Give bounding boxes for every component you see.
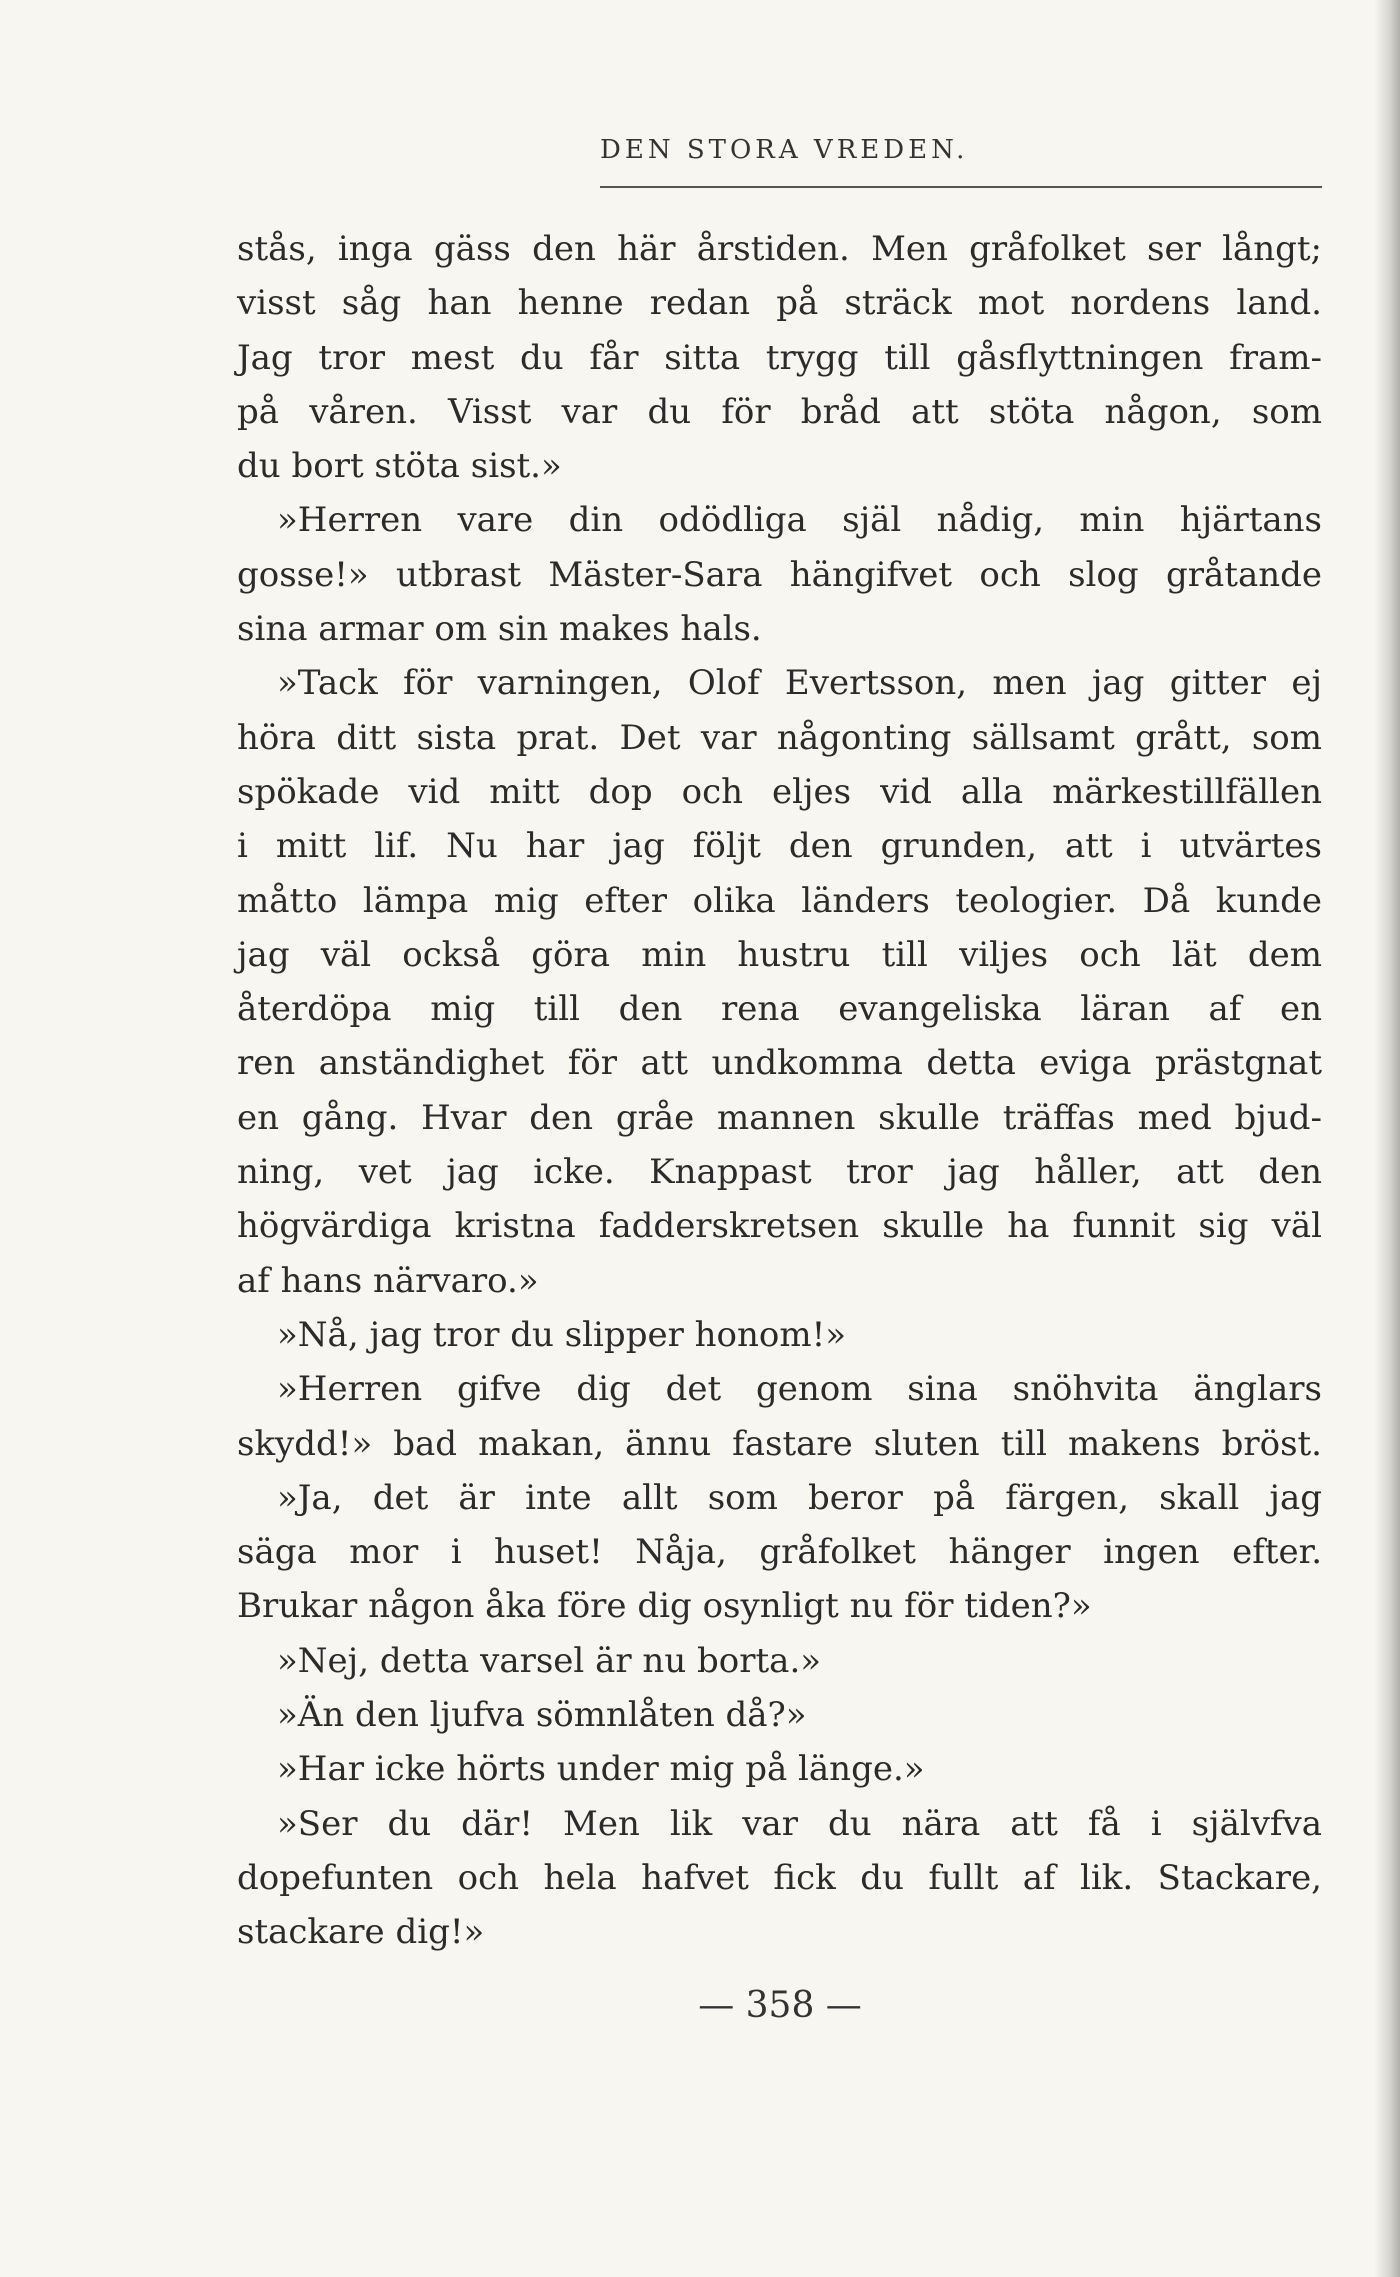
text-line: dopefunten och hela hafvet fick du fullt af lik. Stackare, — [237, 1857, 1322, 1898]
text-line: högvärdiga kristna fadderskretsen skulle ha funnit sig väl — [237, 1206, 1322, 1247]
text-line: »Nej, detta varsel är nu borta.» — [277, 1640, 822, 1681]
text-line: »Ser du där! Men lik var du nära att få i självfva — [277, 1803, 1322, 1844]
text-line: »Tack för varningen, Olof Evertsson, men jag gitter ej — [277, 663, 1322, 704]
text-line: du bort stöta sist.» — [237, 446, 562, 487]
text-line: »Ja, det är inte allt som beror på färgen, skall jag — [277, 1477, 1322, 1518]
text-line: en gång. Hvar den gråe mannen skulle träffas med bjud- — [237, 1097, 1322, 1138]
text-line: af hans närvaro.» — [237, 1260, 539, 1301]
text-line: i mitt lif. Nu har jag följt den grunden, att i utvärtes — [237, 826, 1322, 867]
text-line: stackare dig!» — [237, 1912, 485, 1953]
text-line: stås, inga gäss den här årstiden. Men gråfolket ser långt; — [237, 229, 1322, 269]
text-line: ning, vet jag icke. Knappast tror jag håller, att den — [237, 1152, 1322, 1193]
text-line: »Nå, jag tror du slipper honom!» — [277, 1314, 847, 1355]
text-line: säga mor i huset! Nåja, gråfolket hänger ingen efter. — [237, 1532, 1322, 1573]
text-line: »Herren gifve dig det genom sina snöhvita änglars — [277, 1369, 1322, 1410]
text-line: »Har icke hörts under mig på länge.» — [277, 1749, 925, 1790]
text-line: återdöpa mig till den rena evangeliska läran af en — [237, 989, 1322, 1030]
running-head: DEN STORA VREDEN. — [600, 135, 969, 165]
page-edge-shadow — [1374, 0, 1400, 2277]
text-line: skydd!» bad makan, ännu fastare sluten till makens bröst. — [237, 1423, 1322, 1464]
text-line: gosse!» utbrast Mäster-Sara hängifvet och slog gråtande — [237, 554, 1322, 595]
text-line: »Än den ljufva sömnlåten då?» — [277, 1695, 807, 1736]
page-number: — 358 — — [698, 1985, 862, 2026]
text-line: på våren. Visst var du för bråd att stöta någon, som — [237, 391, 1322, 432]
text-line: höra ditt sista prat. Det var någonting sällsamt grått, som — [237, 717, 1322, 758]
header-rule — [600, 186, 1322, 188]
text-line: sina armar om sin makes hals. — [237, 609, 762, 650]
body-text — [237, 222, 1322, 1960]
text-line: »Herren vare din odödliga själ nådig, min hjärtans — [277, 500, 1322, 541]
text-line: måtto lämpa mig efter olika länders teologier. Då kunde — [237, 880, 1322, 921]
text-line: Jag tror mest du får sitta trygg till gåsflyttningen fram- — [237, 337, 1322, 378]
text-line: ren anständighet för att undkomma detta eviga prästgnat — [237, 1043, 1322, 1084]
text-line: jag väl också göra min hustru till viljes och lät dem — [237, 934, 1322, 975]
text-line: spökade vid mitt dop och eljes vid alla märkestillfällen — [237, 771, 1322, 812]
text-line: Brukar någon åka före dig osynligt nu för tiden?» — [237, 1586, 1092, 1627]
text-line: visst såg han henne redan på sträck mot nordens land. — [237, 283, 1322, 324]
